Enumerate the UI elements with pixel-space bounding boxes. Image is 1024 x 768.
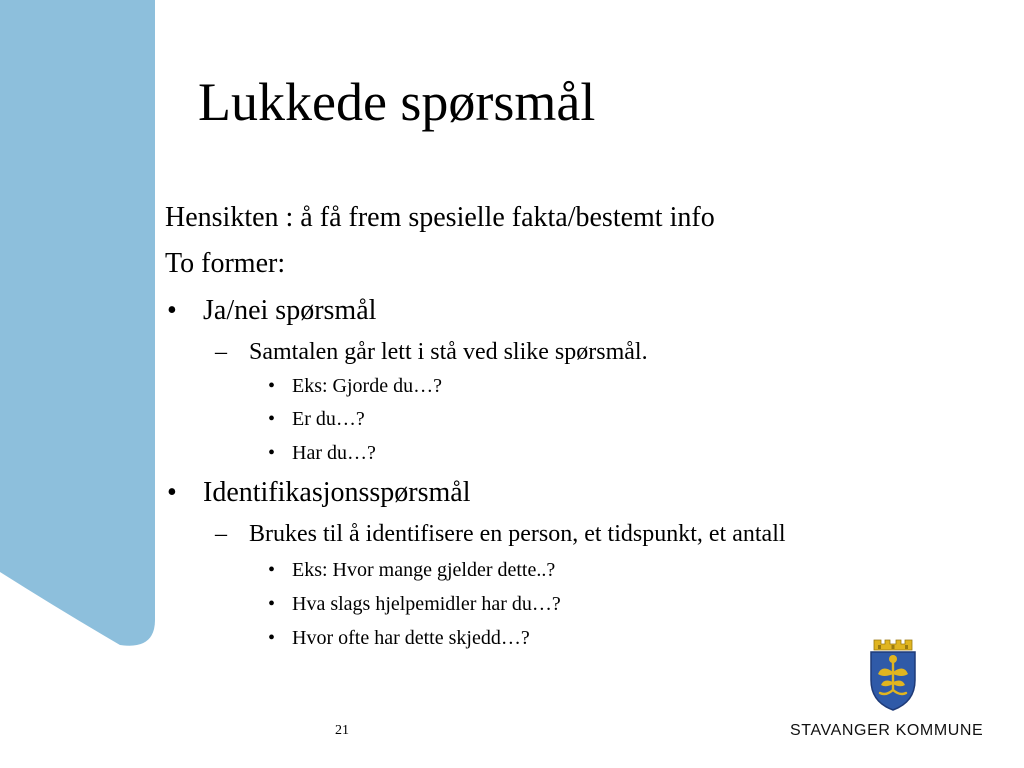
small-bullet: • [268, 375, 276, 397]
stavanger-coat-of-arms-icon [868, 638, 918, 712]
intro-line: Hensikten : å få frem spesielle fakta/bestemt info [165, 202, 715, 233]
bullet: • [167, 295, 177, 326]
sub-point-text: Samtalen går lett i stå ved slike spørsmål. [249, 339, 648, 365]
group-heading-text: Identifikasjonsspørsmål [203, 477, 471, 508]
example-text: Eks: Hvor mange gjelder dette..? [292, 559, 556, 581]
example-text: Er du…? [292, 408, 365, 430]
decorative-side-band [0, 0, 160, 660]
dash-bullet: – [215, 339, 227, 365]
example-text: Hva slags hjelpemidler har du…? [292, 593, 561, 615]
small-bullet: • [268, 593, 276, 615]
brand-name: STAVANGER KOMMUNE [790, 722, 984, 739]
small-bullet: • [268, 559, 276, 581]
small-bullet: • [268, 627, 276, 649]
small-bullet: • [268, 408, 276, 430]
example-text: Hvor ofte har dette skjedd…? [292, 627, 530, 649]
group-heading-text: Ja/nei spørsmål [203, 295, 377, 326]
bullet: • [167, 477, 177, 508]
page-number: 21 [335, 723, 349, 738]
example-text: Har du…? [292, 442, 376, 464]
small-bullet: • [268, 442, 276, 464]
slide-title: Lukkede spørsmål [198, 72, 596, 132]
dash-bullet: – [215, 521, 227, 547]
coat-of-arms-logo [868, 638, 918, 712]
example-text: Eks: Gjorde du…? [292, 375, 442, 397]
sub-point-text: Brukes til å identifisere en person, et tidspunkt, et antall [249, 521, 786, 547]
forms-label: To former: [165, 248, 286, 279]
